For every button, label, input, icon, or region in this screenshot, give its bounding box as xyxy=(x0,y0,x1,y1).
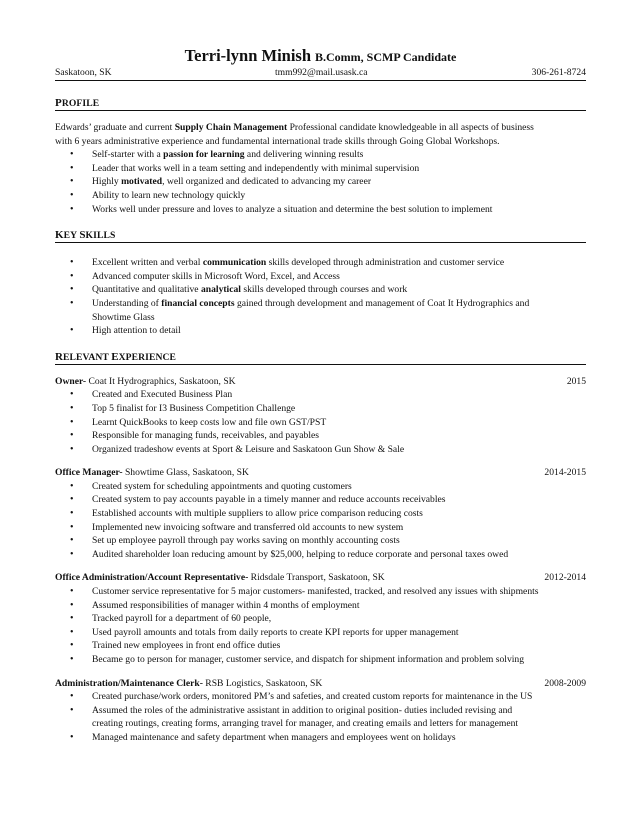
experience-heading: RELEVANT EXPERIENCE xyxy=(55,350,177,363)
list-item: • Created purchase/work orders, monitored PM’s and safeties, and created custom reports for maintenance in the US xyxy=(92,690,586,704)
list-item: • Customer service representative for 5 major customers- manifested, tracked, and resolved any issues with shipments xyxy=(92,585,586,599)
job-header xyxy=(55,677,586,691)
list-item: • Audited shareholder loan reducing amount by $25,000, helping to reduce corporate and personal taxes owed xyxy=(92,548,586,562)
list-item: • Ability to learn new technology quickly xyxy=(92,189,586,203)
list-item: • Tracked payroll for a department of 60 people, xyxy=(92,612,586,626)
job-title: Office Administration/Account Representative- xyxy=(55,572,249,584)
job-header xyxy=(55,375,586,389)
list-item: • Used payroll amounts and totals from daily reports to create KPI reports for upper management xyxy=(92,626,586,640)
job-date: 2012-2014 xyxy=(544,572,586,584)
list-item: • Advanced computer skills in Microsoft Word, Excel, and Access xyxy=(92,270,586,284)
skills-heading: KEY SKILLS xyxy=(55,229,116,242)
list-item: • Created system for scheduling appointments and quoting customers xyxy=(92,480,586,494)
list-item: • Quantitative and qualitative analytical skills developed through courses and work xyxy=(92,283,586,297)
list-item: • Assumed the roles of the administrative assistant in addition to original position- duties included revising and creating routings, creating forms, arranging travel for manager, and creating emails and letters for management xyxy=(92,704,586,731)
list-item: • Became go to person for manager, customer service, and dispatch for shipment information and problem solving xyxy=(92,653,586,667)
list-item: • Leader that works well in a team setting and independently with minimal supervision xyxy=(92,162,586,176)
list-item: • Learnt QuickBooks to keep costs low and file own GST/PST xyxy=(92,416,586,430)
list-item: • Top 5 finalist for I3 Business Competition Challenge xyxy=(92,402,586,416)
list-item: • Created and Executed Business Plan xyxy=(92,388,586,402)
job-company: Ridsdale Transport, Saskatoon, SK xyxy=(248,572,385,584)
list-item: • High attention to detail xyxy=(92,324,586,338)
job-bullets xyxy=(55,480,586,562)
list-item: • Understanding of financial concepts gained through development and management of Coat It Hydrographics and Showtime Glass xyxy=(92,297,586,324)
profile-intro: Edwards’ graduate and current Supply Chain Management Professional candidate knowledgeable in all aspects of business with 6 years administrative experience and fundamental international trade skills through Going Global Workshops. xyxy=(55,122,534,147)
resume-page xyxy=(55,46,586,745)
job-date: 2015 xyxy=(566,375,586,387)
job-title: Administration/Maintenance Clerk- xyxy=(55,677,203,689)
job-bullets xyxy=(55,690,586,744)
list-item: • Highly motivated, well organized and dedicated to advancing my career xyxy=(92,175,586,189)
list-item: • Set up employee payroll through pay works saving on monthly accounting costs xyxy=(92,534,586,548)
resume-name-line xyxy=(55,46,586,65)
list-item: • Assumed responsibilities of manager within 4 months of employment xyxy=(92,599,586,613)
contact-phone: 306-261-8724 xyxy=(531,67,586,78)
job-company: RSB Logistics, Saskatoon, SK xyxy=(202,677,323,689)
profile-heading: PROFILE xyxy=(55,97,100,109)
list-item: • Works well under pressure and loves to analyze a situation and determine the best solution to implement xyxy=(92,203,586,217)
list-item: • Managed maintenance and safety department when managers and employees went on holidays xyxy=(92,731,586,745)
list-item: • Self-starter with a passion for learning and delivering winning results xyxy=(92,148,586,162)
list-item: • Responsible for managing funds, receivables, and payables xyxy=(92,429,586,443)
job-company: Showtime Glass, Saskatoon, SK xyxy=(122,467,249,479)
candidate-name: Terri-lynn Minish xyxy=(184,46,312,65)
job-date: 2014-2015 xyxy=(544,467,586,479)
list-item: • Trained new employees in front end office duties xyxy=(92,639,586,653)
list-item: • Established accounts with multiple suppliers to allow price comparison reducing costs xyxy=(92,507,586,521)
job-header xyxy=(55,571,586,585)
list-item: • Implemented new invoicing software and transferred old accounts to new system xyxy=(92,521,586,535)
profile-bullets xyxy=(55,148,586,216)
job-header xyxy=(55,466,586,480)
contact-city: Saskatoon, SK xyxy=(55,67,112,78)
list-item: • Created system to pay accounts payable in a timely manner and reduce accounts receivables xyxy=(92,493,586,507)
job-company: Coat It Hydrographics, Saskatoon, SK xyxy=(86,375,236,387)
skills-bullets xyxy=(55,256,586,338)
job-date: 2008-2009 xyxy=(544,677,586,689)
job-bullets xyxy=(55,585,586,667)
job-title: Office Manager- xyxy=(55,467,123,479)
job-title: Owner- xyxy=(55,375,87,387)
list-item: • Organized tradeshow events at Sport & Leisure and Saskatoon Gun Show & Sale xyxy=(92,443,586,457)
job-bullets xyxy=(55,388,586,456)
candidate-credentials: B.Comm, SCMP Candidate xyxy=(315,50,457,64)
contact-email: tmm992@mail.usask.ca xyxy=(275,67,368,78)
list-item: • Excellent written and verbal communication skills developed through administration and customer service xyxy=(92,256,586,270)
contact-line xyxy=(55,66,586,80)
